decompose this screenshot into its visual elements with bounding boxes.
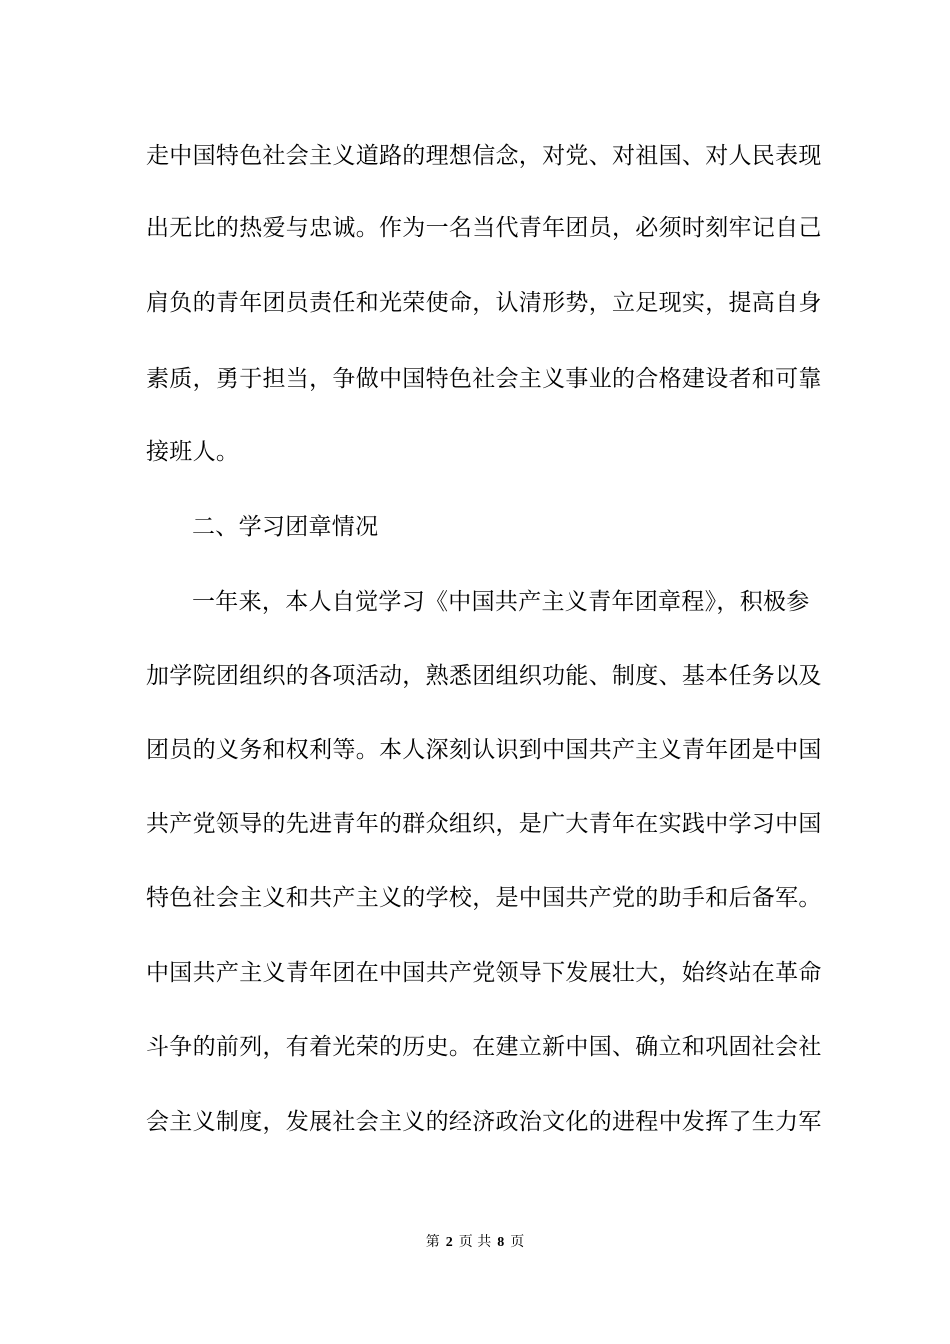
text-line: 肩负的青年团员责任和光荣使命，认清形势，立足现实，提高自身	[146, 290, 822, 316]
text-line: 特色社会主义和共产主义的学校，是中国共产党的助手和后备军。	[146, 885, 822, 911]
text-line: 出无比的热爱与忠诚。作为一名当代青年团员，必须时刻牢记自己	[146, 215, 822, 241]
text-line: 走中国特色社会主义道路的理想信念，对党、对祖国、对人民表现	[146, 143, 822, 169]
footer-suffix: 页	[510, 1234, 525, 1250]
text-line: 加学院团组织的各项活动，熟悉团组织功能、制度、基本任务以及	[146, 663, 822, 689]
footer-page-number: 2	[445, 1235, 453, 1250]
text-line: 共产党领导的先进青年的群众组织，是广大青年在实践中学习中国	[146, 811, 822, 837]
text-line: 素质，勇于担当，争做中国特色社会主义事业的合格建设者和可靠	[146, 366, 822, 392]
text-line: 中国共产主义青年团在中国共产党领导下发展壮大，始终站在革命	[146, 960, 822, 986]
footer-total-pages: 8	[497, 1235, 505, 1250]
text-line: 接班人。	[146, 439, 240, 465]
section-heading: 二、学习团章情况	[192, 514, 379, 540]
footer-prefix: 第	[425, 1234, 440, 1250]
page-footer	[0, 1232, 950, 1253]
text-line: 团员的义务和权利等。本人深刻认识到中国共产主义青年团是中国	[146, 737, 822, 763]
text-line: 会主义制度，发展社会主义的经济政治文化的进程中发挥了生力军	[146, 1109, 822, 1135]
text-line: 一年来，本人自觉学习《中国共产主义青年团章程》，积极参	[192, 589, 810, 615]
text-line: 斗争的前列，有着光荣的历史。在建立新中国、确立和巩固社会社	[146, 1034, 822, 1060]
footer-middle: 页 共	[458, 1234, 492, 1250]
